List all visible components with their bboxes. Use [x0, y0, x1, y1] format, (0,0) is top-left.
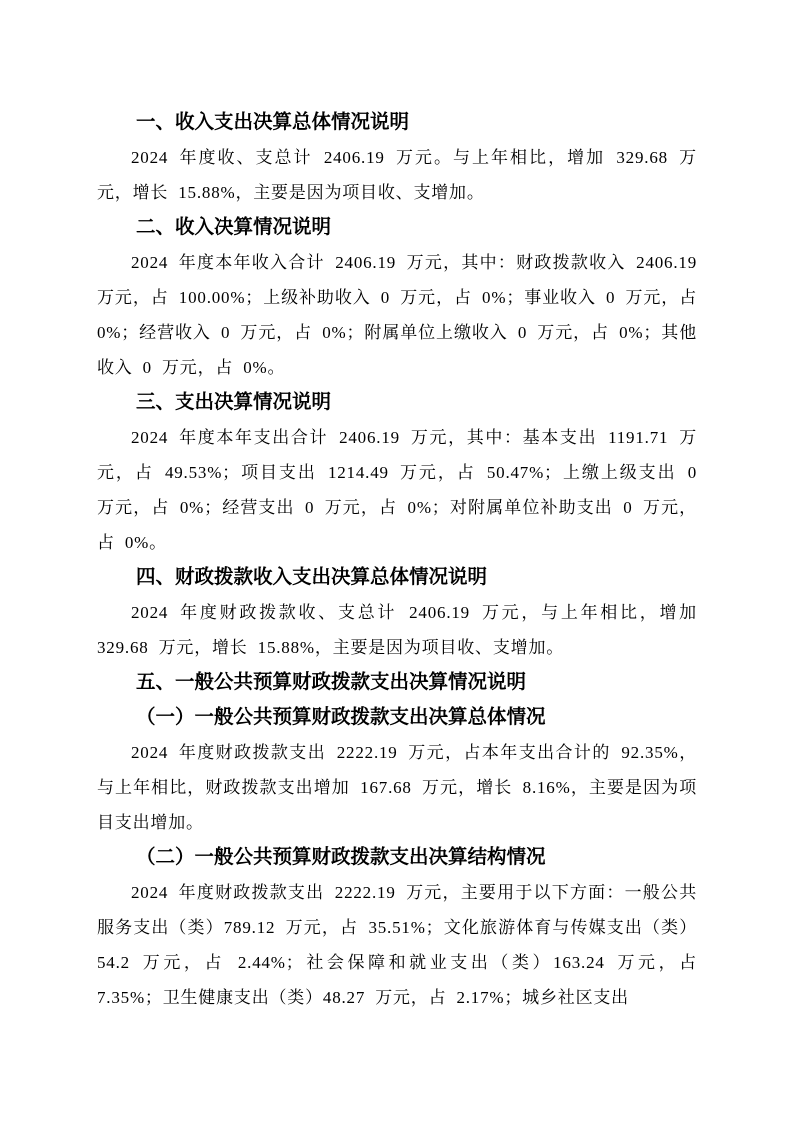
- paragraph-section-5-1-overall-situation: 2024 年度财政拨款支出 2222.19 万元，占本年支出合计的 92.35%，与上年相比，财政拨款支出增加 167.68 万元，增长 8.16%，主要是因为项目支出增加。: [97, 743, 697, 832]
- paragraph-section-4-fiscal-appropriation-overview: 2024 年度财政拨款收、支总计 2406.19 万元，与上年相比，增加 329.68 万元，增长 15.88%，主要是因为项目收、支增加。: [97, 603, 697, 657]
- heading-section-1-income-expenditure-overview: 一、收入支出决算总体情况说明: [136, 111, 410, 133]
- subheading-section-5-1-overall-situation: （一）一般公共预算财政拨款支出决算总体情况: [136, 706, 546, 728]
- heading-section-2-revenue-final-accounts: 二、收入决算情况说明: [136, 216, 332, 238]
- heading-section-4-fiscal-appropriation-overview: 四、财政拨款收入支出决算总体情况说明: [136, 566, 488, 588]
- paragraph-section-5-2-structure-situation: 2024 年度财政拨款支出 2222.19 万元，主要用于以下方面：一般公共服务支出（类）789.12 万元，占 35.51%；文化旅游体育与传媒支出（类）54.2 万元，占 2.44%；社会保障和就业支出（类）163.24 万元，占 7.35%；卫生健康支出（类）48.27 万元，占 2.17%；城乡社区支出: [97, 883, 697, 1007]
- paragraph-section-2-revenue-final-accounts: 2024 年度本年收入合计 2406.19 万元，其中：财政拨款收入 2406.19 万元，占 100.00%；上级补助收入 0 万元，占 0%；事业收入 0 万元，占 0%；经营收入 0 万元，占 0%；附属单位上缴收入 0 万元，占 0%；其他收入 0 万元，占 0%。: [97, 253, 697, 377]
- heading-section-3-expenditure-final-accounts: 三、支出决算情况说明: [136, 391, 332, 413]
- heading-section-5-public-budget-expenditure: 五、一般公共预算财政拨款支出决算情况说明: [136, 671, 527, 693]
- document-content: [97, 105, 697, 1015]
- paragraph-section-3-expenditure-final-accounts: 2024 年度本年支出合计 2406.19 万元，其中：基本支出 1191.71 万元，占 49.53%；项目支出 1214.49 万元，占 50.47%；上缴上级支出 0 万元，占 0%；经营支出 0 万元，占 0%；对附属单位补助支出 0 万元，占 0%。: [97, 428, 697, 552]
- subheading-section-5-2-structure-situation: （二）一般公共预算财政拨款支出决算结构情况: [136, 846, 546, 868]
- paragraph-section-1-income-expenditure-overview: 2024 年度收、支总计 2406.19 万元。与上年相比，增加 329.68 万元，增长 15.88%，主要是因为项目收、支增加。: [97, 148, 697, 202]
